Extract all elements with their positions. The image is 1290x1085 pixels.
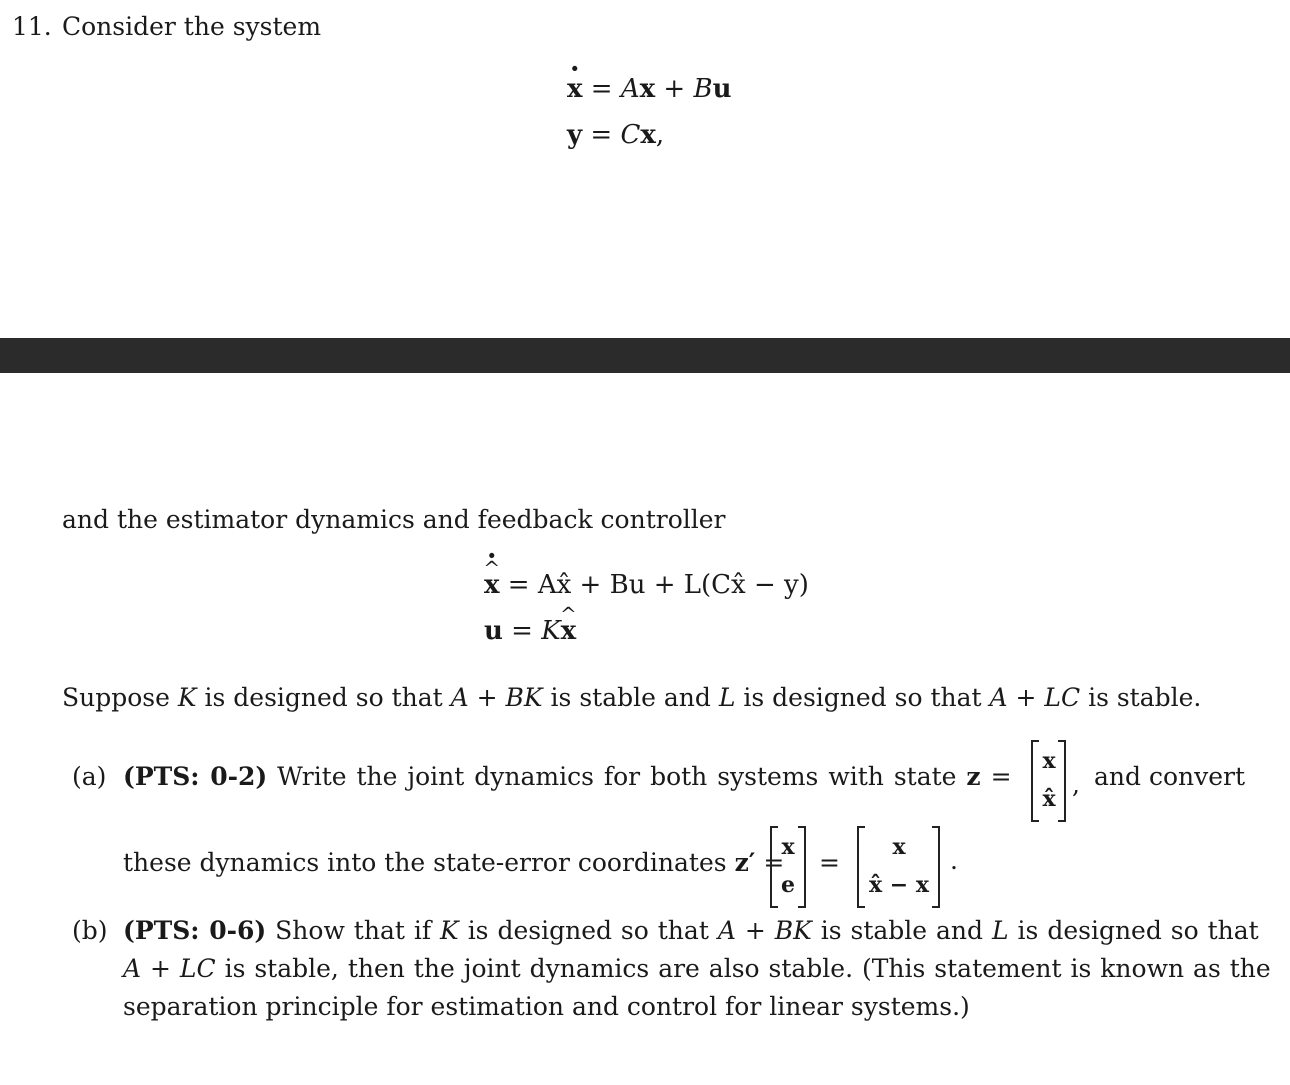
matrix-l: L (718, 683, 736, 712)
abk-expr: A + BK (450, 683, 543, 712)
eq-sign: = (590, 74, 613, 104)
text: is stable, then the joint dynamics are also stable. (This statement is known as the (224, 954, 1271, 983)
estimator-eq-1-rhs: = Ax̂ + Bu + L(Cx̂ − y) (507, 570, 809, 600)
vec-x: x (640, 120, 656, 150)
vec-z-prime: z′ (734, 848, 756, 877)
text: Write the joint dynamics for both systems with state (277, 762, 957, 791)
bracket-right (798, 826, 806, 908)
points-label: (PTS: 0-2) (123, 762, 268, 791)
period: . (950, 846, 958, 875)
abk-expr: A + BK (717, 916, 812, 945)
text: is designed so that (743, 683, 982, 712)
matrix-c: C (620, 120, 641, 150)
matrix-k: K (440, 916, 459, 945)
bracket-right (1058, 740, 1066, 822)
text: these dynamics into the state-error coordinates (123, 848, 727, 877)
plus-sign: + (663, 74, 686, 104)
alc-expr: A + LC (123, 954, 216, 983)
matrix-b: B (693, 74, 713, 104)
separator-band (0, 338, 1290, 373)
text: Suppose (62, 683, 170, 712)
vec-x: x (639, 74, 656, 104)
bracket-right (932, 826, 940, 908)
points-label: (PTS: 0-6) (123, 916, 267, 945)
eq-sign: = (819, 848, 840, 877)
part-a-label: (a) (72, 762, 107, 791)
alc-expr: A + LC (989, 683, 1081, 712)
system-eq-2 (567, 120, 664, 150)
estimator-eq-1 (484, 570, 809, 600)
part-b-label: (b) (72, 916, 108, 945)
comma: , (655, 120, 665, 150)
vec-u: u (484, 616, 503, 646)
part-a-line-2 (123, 848, 784, 877)
vec-zp-bottom: e (781, 872, 795, 898)
text: is stable. (1088, 683, 1202, 712)
suppose-line (62, 683, 1201, 712)
vec-y: y (567, 120, 583, 150)
matrix-a: A (620, 74, 640, 104)
text: is stable and (550, 683, 711, 712)
matrix-l: L (991, 916, 1009, 945)
eq-sign: = (763, 848, 785, 877)
matrix-k: K (541, 616, 561, 646)
vec-z-top: x (1042, 748, 1056, 774)
estimator-intro: and the estimator dynamics and feedback controller (62, 505, 726, 534)
problem-intro: Consider the system (62, 12, 322, 41)
vec-z-bottom: x̂ (1042, 786, 1056, 812)
part-b-line-2 (123, 954, 1271, 983)
x-dot: x · (567, 74, 583, 104)
eq-sign: = (990, 762, 1012, 791)
part-a-and-convert: and convert (1094, 762, 1246, 791)
part-a-line-1 (123, 762, 1012, 791)
vec-err-bottom: x̂ − x (869, 872, 929, 898)
part-b-line-1 (123, 916, 1259, 945)
estimator-eq-2 (484, 616, 576, 646)
text: is stable and (820, 916, 984, 945)
text: Show that if (275, 916, 432, 945)
text: is designed so that (1017, 916, 1259, 945)
problem-number: 11. (12, 12, 52, 41)
xhat: ^ x (561, 616, 577, 646)
vec-err-top: x (892, 834, 906, 860)
xhat-dot: ^ x · (484, 570, 500, 600)
vec-z: z (966, 762, 981, 791)
vec-zp-top: x (781, 834, 795, 860)
part-b-line-3: separation principle for estimation and control for linear systems.) (123, 992, 970, 1021)
matrix-k: K (177, 683, 197, 712)
eq-sign: = (590, 120, 613, 150)
comma: , (1072, 770, 1080, 799)
vec-u: u (712, 74, 732, 104)
eq-sign: = (511, 616, 533, 646)
text: is designed so that (467, 916, 709, 945)
system-eq-1 (567, 74, 731, 104)
text: is designed so that (204, 683, 443, 712)
